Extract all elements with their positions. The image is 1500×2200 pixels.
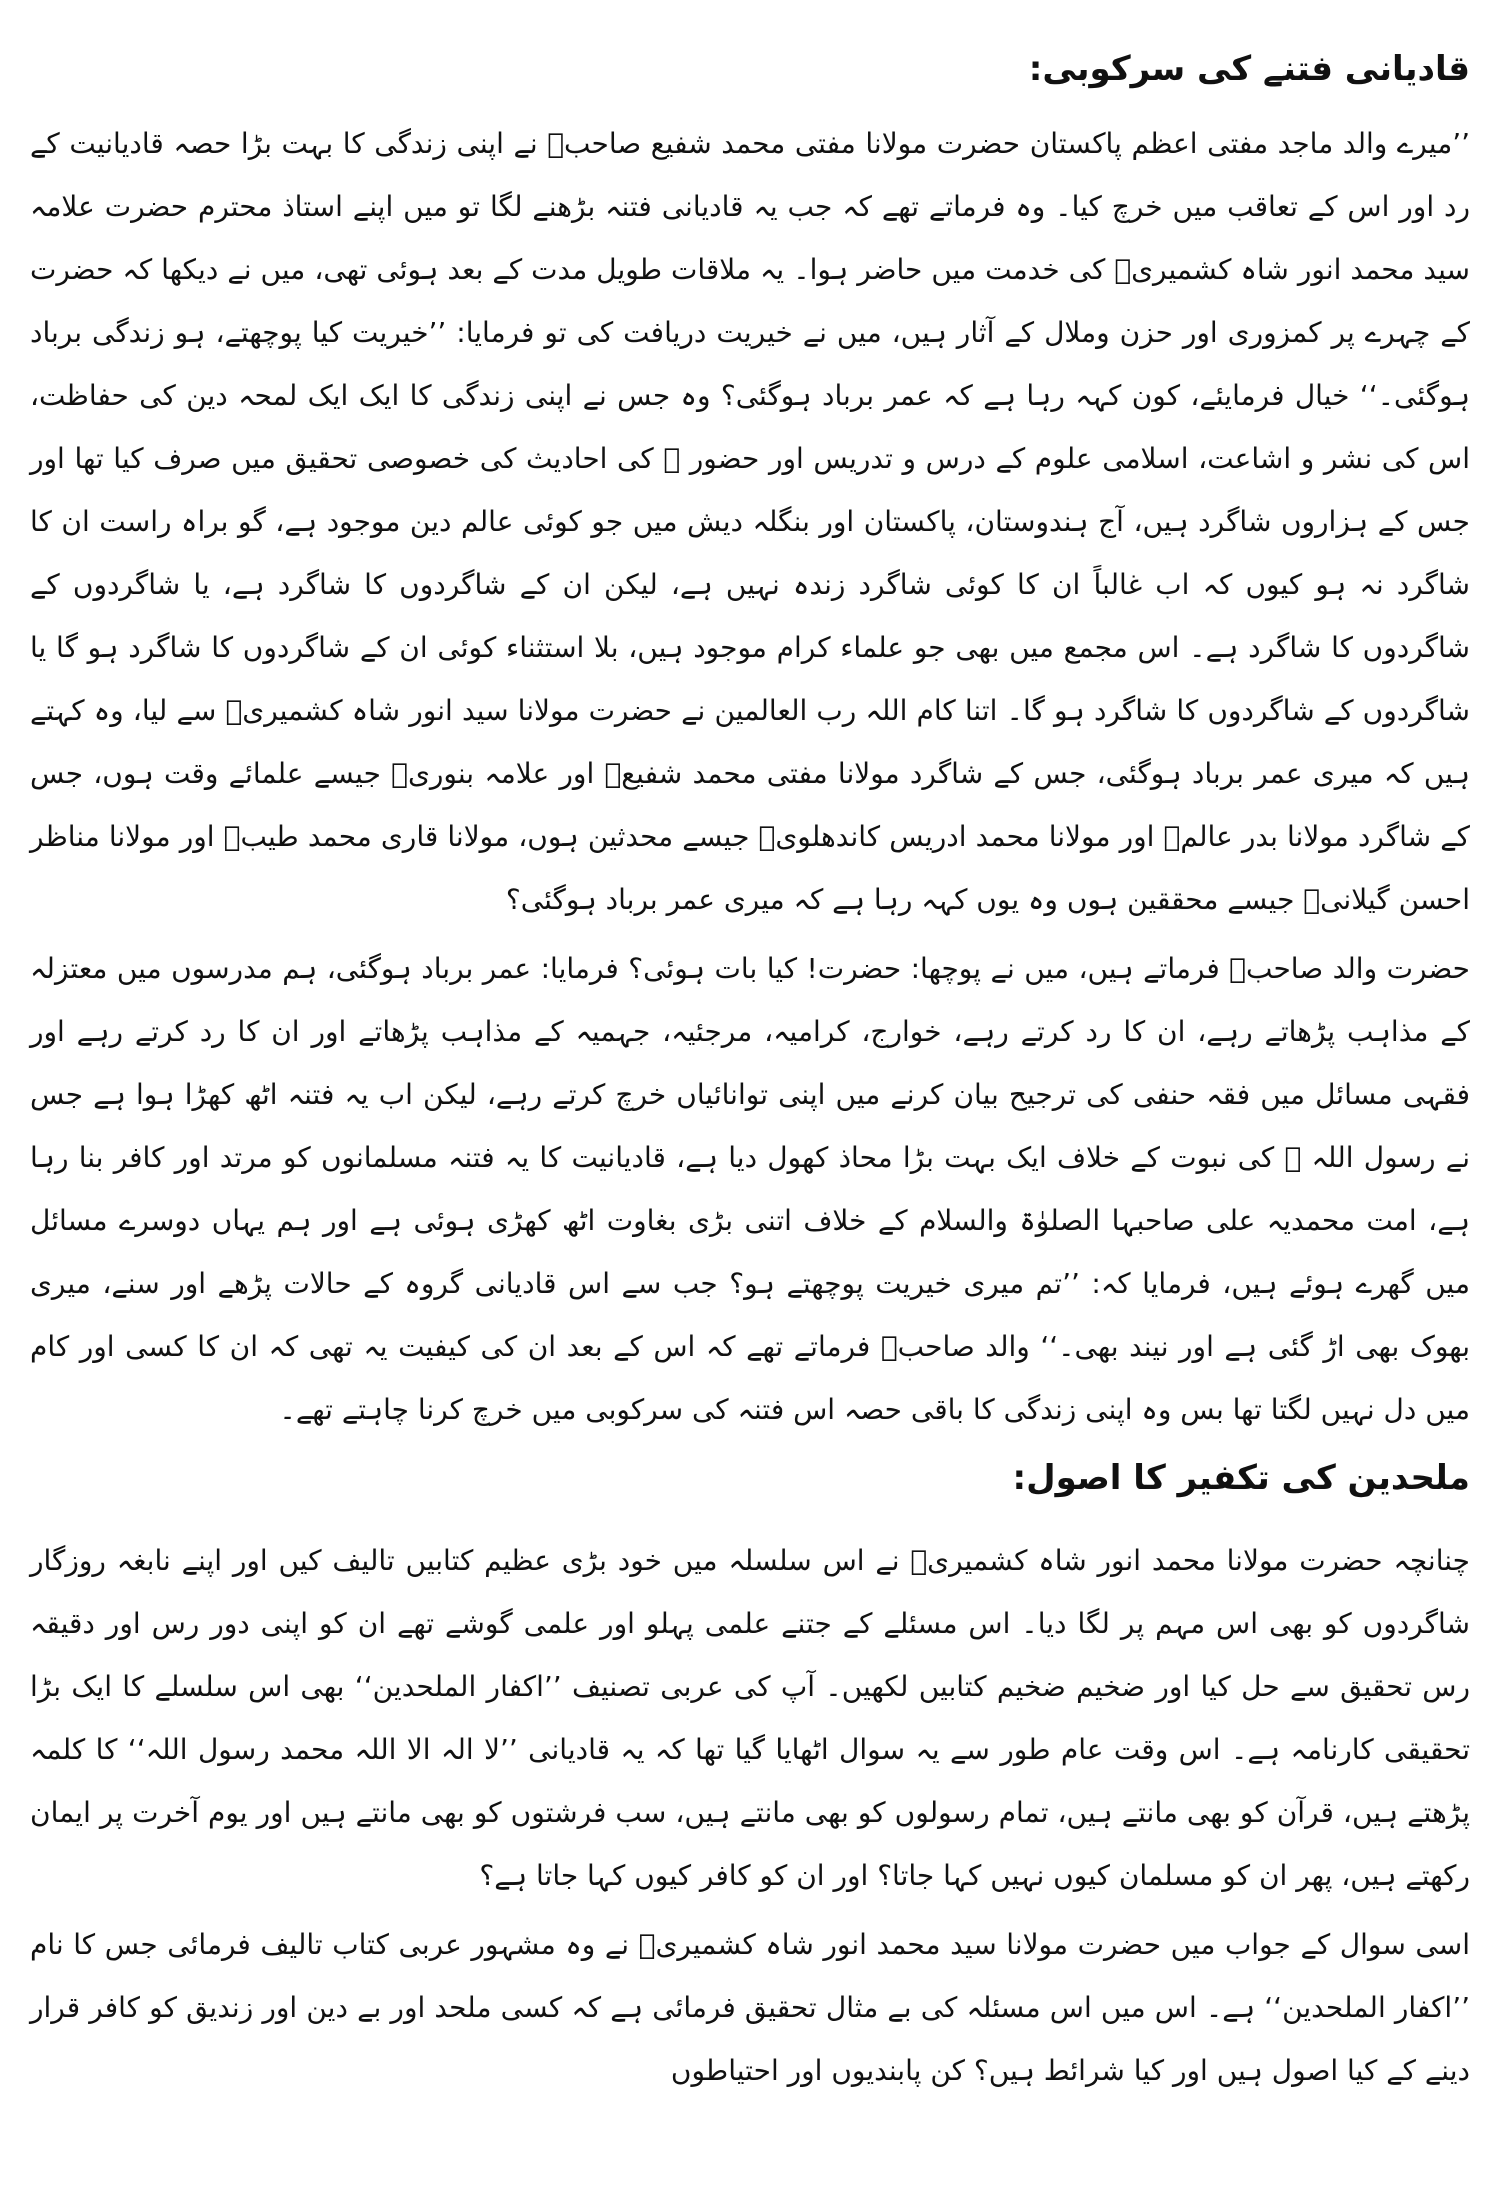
section-heading-qadiani-fitna: قادیانی فتنے کی سرکوبی:: [1028, 49, 1470, 89]
paragraph: ’’میرے والد ماجد مفتی اعظم پاکستان حضرت مولانا مفتی محمد شفیع صاحبؒ نے اپنی زندگی کا بہت بڑا حصہ قادیانیت کے رد اور اس کے تعاقب میں خرچ کیا۔ وہ فرماتے تھے کہ جب یہ قادیانی فتنہ بڑھنے لگا تو میں اپنے استاذ محترم حضرت علامہ سید محمد انور شاہ کشمیریؒ کی خدمت میں حاضر ہوا۔ یہ ملاقات طویل مدت کے بعد ہوئی تھی، میں نے دیکھا کہ حضرت کے چہرے پر کمزوری اور حزن وملال کے آثار ہیں، میں نے خیریت دریافت کی تو فرمایا: ’’خیریت کیا پوچھتے، ہو زندگی برباد ہوگئی۔‘‘ خیال فرمایئے، کون کہہ رہا ہے کہ عمر برباد ہوگئی؟ وہ جس نے اپنی زندگی کا ایک ایک لمحہ دین کی حفاظت، اس کی نشر و اشاعت، اسلامی علوم کے درس و تدریس اور حضور ﷺ کی احادیث کی خصوصی تحقیق میں صرف کیا تھا اور جس کے ہزاروں شاگرد ہیں، آج ہندوستان، پاکستان اور بنگلہ دیش میں جو کوئی عالم دین موجود ہے، گو براہ راست ان کا شاگرد نہ ہو کیوں کہ اب غالباً ان کا کوئی شاگرد زندہ نہیں ہے، لیکن ان کے شاگردوں کا شاگرد ہے، یا شاگردوں کے شاگردوں کا شاگرد ہے۔ اس مجمع میں بھی جو علماء کرام موجود ہیں، بلا استثناء کوئی ان کے شاگردوں کا شاگرد ہو گا یا شاگردوں کے شاگردوں کا شاگرد ہو گا۔ اتنا کام اللہ رب العالمین نے حضرت مولانا سید انور شاہ کشمیریؒ سے لیا، وہ کہتے ہیں کہ میری عمر برباد ہوگئی، جس کے شاگرد مولانا مفتی محمد شفیعؒ اور علامہ بنوریؒ جیسے علمائے وقت ہوں، جس کے شاگرد مولانا بدر عالمؒ اور مولانا محمد ادریس کاندھلویؒ جیسے محدثین ہوں، مولانا قاری محمد طیبؒ اور مولانا مناظر احسن گیلانیؒ جیسے محققین ہوں وہ یوں کہہ رہا ہے کہ میری عمر برباد ہوگئی؟: [30, 127, 1470, 916]
paragraph: حضرت والد صاحبؒ فرماتے ہیں، میں نے پوچھا: حضرت! کیا بات ہوئی؟ فرمایا: عمر برباد ہوگئی، ہم مدرسوں میں معتزلہ کے مذاہب پڑھاتے رہے، ان کا رد کرتے رہے، خوارج، کرامیہ، مرجئیہ، جہمیہ کے مذاہب پڑھاتے اور ان کا رد کرتے رہے اور فقہی مسائل میں فقہ حنفی کی ترجیح بیان کرنے میں اپنی توانائیاں خرچ کرتے رہے، لیکن اب یہ فتنہ اٹھ کھڑا ہوا ہے جس نے رسول اللہ ﷺ کی نبوت کے خلاف ایک بہت بڑا محاذ کھول دیا ہے، قادیانیت کا یہ فتنہ مسلمانوں کو مرتد اور کافر بنا رہا ہے، امت محمدیہ علی صاحبہا الصلوٰۃ والسلام کے خلاف اتنی بڑی بغاوت اٹھ کھڑی ہوئی ہے اور ہم یہاں دوسرے مسائل میں گھرے ہوئے ہیں، فرمایا کہ: ’’تم میری خیریت پوچھتے ہو؟ جب سے اس قادیانی گروہ کے حالات پڑھے اور سنے، میری بھوک بھی اڑ گئی ہے اور نیند بھی۔‘‘ والد صاحبؒ فرماتے تھے کہ اس کے بعد ان کی کیفیت یہ تھی کہ ان کا کسی اور کام میں دل نہیں لگتا تھا بس وہ اپنی زندگی کا باقی حصہ اس فتنہ کی سرکوبی میں خرچ کرنا چاہتے تھے۔: [30, 952, 1470, 1426]
paragraph: اسی سوال کے جواب میں حضرت مولانا سید محمد انور شاہ کشمیریؒ نے وہ مشہور عربی کتاب تالیف فرمائی جس کا نام ’’اکفار الملحدین‘‘ ہے۔ اس میں اس مسئلہ کی بے مثال تحقیق فرمائی ہے کہ کسی ملحد اور بے دین اور زندیق کو کافر قرار دینے کے کیا اصول ہیں اور کیا شرائط ہیں؟ کن پابندیوں اور احتیاطوں: [30, 1928, 1470, 2087]
section-heading-takfeer-principle: ملحدین کی تکفیر کا اصول:: [1012, 1458, 1470, 1498]
paragraph: چنانچہ حضرت مولانا محمد انور شاہ کشمیریؒ نے اس سلسلہ میں خود بڑی عظیم کتابیں تالیف کیں اور اپنے نابغہ روزگار شاگردوں کو بھی اس مہم پر لگا دیا۔ اس مسئلے کے جتنے علمی پہلو اور علمی گوشے تھے ان کو اپنی دور رس اور دقیقہ رس تحقیق سے حل کیا اور ضخیم ضخیم کتابیں لکھیں۔ آپ کی عربی تصنیف ’’اکفار الملحدین‘‘ بھی اس سلسلے کا ایک بڑا تحقیقی کارنامہ ہے۔ اس وقت عام طور سے یہ سوال اٹھایا گیا تھا کہ یہ قادیانی ’’لا الہ الا اللہ محمد رسول اللہ‘‘ کا کلمہ پڑھتے ہیں، قرآن کو بھی مانتے ہیں، تمام رسولوں کو بھی مانتے ہیں، سب فرشتوں کو بھی مانتے ہیں اور یوم آخرت پر ایمان رکھتے ہیں، پھر ان کو مسلمان کیوں نہیں کہا جاتا؟ اور ان کو کافر کیوں کہا جاتا ہے؟: [30, 1544, 1471, 1892]
document-page: [30, 40, 1470, 2102]
